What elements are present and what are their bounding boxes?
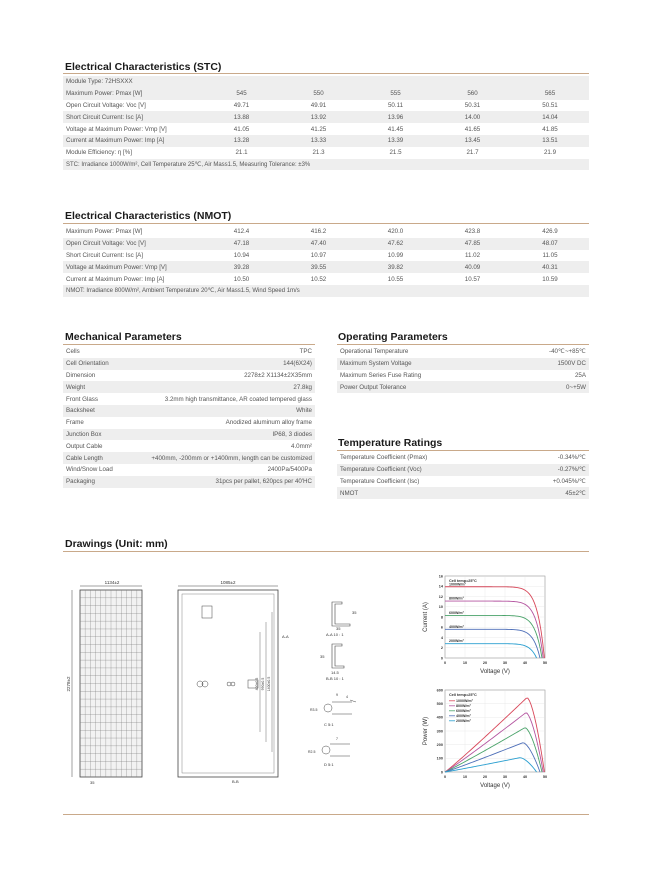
stc-row — [63, 88, 589, 100]
y-axis-label: Current (A) — [423, 602, 429, 632]
nmot-row-value: 412.4 — [203, 226, 280, 238]
mechanical-row-label: Junction Box — [63, 429, 123, 441]
stc-row-value: 13.96 — [357, 111, 434, 123]
nmot-row-value: 39.28 — [203, 261, 280, 273]
pv-curve-chart — [415, 684, 553, 794]
footer-rule — [63, 814, 589, 815]
nmot-row-label: Current at Maximum Power: Imp [A] — [63, 273, 203, 285]
mechanical-row-label: Output Cable — [63, 440, 123, 452]
mechanical-row-value: 4.0mm² — [123, 440, 315, 452]
temperature-row-label: Temperature Coefficient (Isc) — [337, 476, 487, 488]
y-tick-label: 0 — [440, 656, 443, 661]
temperature-row — [337, 476, 589, 488]
legend-label: 400W/m² — [456, 714, 471, 718]
series-label: 200W/m² — [449, 639, 464, 644]
stc-row-value: 550 — [280, 88, 357, 100]
operating-table — [337, 346, 589, 393]
stc-row-value: 41.05 — [203, 123, 280, 135]
stc-row-value: 13.92 — [280, 111, 357, 123]
mechanical-row-value: 3.2mm high transmittance, AR coated tempered glass — [123, 393, 315, 405]
stc-module-type: Module Type: 72HSXXX — [63, 76, 589, 88]
stc-row-value: 13.88 — [203, 111, 280, 123]
stc-row-value: 41.65 — [434, 123, 511, 135]
nmot-row-label: Voltage at Maximum Power: Vmp [V] — [63, 261, 203, 273]
mechanical-row — [63, 393, 315, 405]
section-c-dim-3: 9 — [336, 693, 338, 697]
nmot-row-value: 47.85 — [434, 238, 511, 250]
stc-row-value: 13.33 — [280, 135, 357, 147]
module-drawings — [60, 572, 405, 787]
front-bottom-label: 35 — [90, 780, 95, 785]
operating-row — [337, 346, 589, 358]
temperature-row — [337, 464, 589, 476]
front-width-label: 1134±2 — [104, 580, 120, 585]
mechanical-table — [63, 346, 315, 488]
section-c-dim-2: 4 — [346, 695, 348, 699]
nmot-row — [63, 238, 589, 250]
operating-row — [337, 381, 589, 393]
y-tick-label: 300 — [436, 729, 443, 734]
section-d-label: D 5:1 — [324, 762, 334, 767]
stc-row — [63, 123, 589, 135]
stc-note-row — [63, 159, 589, 171]
section-d-dim-1: R2.5 — [308, 750, 316, 754]
mechanical-row-label: Front Glass — [63, 393, 123, 405]
mechanical-row-value: 144(6X24) — [123, 358, 315, 370]
stc-table — [63, 76, 589, 170]
stc-row-value: 41.45 — [357, 123, 434, 135]
stc-row-value: 21.3 — [280, 147, 357, 159]
nmot-row-value: 40.31 — [511, 261, 589, 273]
x-tick-label: 20 — [482, 661, 488, 665]
mechanical-row-value: 27.8kg — [123, 381, 315, 393]
section-b-label: B-B 10 : 1 — [326, 676, 344, 681]
operating-row-value: 1500V DC — [487, 358, 589, 370]
back-view — [178, 580, 289, 784]
back-bottom-label: B-B — [232, 779, 239, 784]
back-width-label: 1085±2 — [220, 580, 236, 585]
stc-row-value: 555 — [357, 88, 434, 100]
nmot-row-value: 47.40 — [280, 238, 357, 250]
mechanical-row-label: Cable Length — [63, 452, 123, 464]
stc-row-value: 50.51 — [511, 100, 589, 112]
operating-row-value: 25A — [487, 370, 589, 382]
temperature-title: Temperature Ratings — [338, 437, 443, 449]
y-axis-label: Power (W) — [423, 716, 429, 746]
nmot-row-label: Open Circuit Voltage: Voc [V] — [63, 238, 203, 250]
stc-row-label: Maximum Power: Pmax [W] — [63, 88, 203, 100]
y-tick-label: 0 — [440, 770, 443, 775]
nmot-row-value: 10.50 — [203, 273, 280, 285]
y-tick-label: 2 — [440, 646, 443, 651]
operating-row-value: 0~+5W — [487, 381, 589, 393]
x-tick-label: 0 — [443, 661, 447, 665]
mechanical-row-value: Anodized aluminum alloy frame — [123, 417, 315, 429]
nmot-row-value: 39.55 — [280, 261, 357, 273]
stc-row — [63, 147, 589, 159]
x-tick-label: 20 — [482, 775, 488, 779]
drawings-title: Drawings (Unit: mm) — [65, 538, 168, 550]
mechanical-row-label: Frame — [63, 417, 123, 429]
series-label: 1000W/m² — [449, 582, 466, 587]
temperature-row-label: Temperature Coefficient (Pmax) — [337, 452, 487, 464]
stc-row-value: 21.9 — [511, 147, 589, 159]
y-tick-label: 16 — [438, 574, 443, 579]
stc-title: Electrical Characteristics (STC) — [65, 61, 222, 73]
y-tick-label: 12 — [438, 594, 443, 599]
nmot-row — [63, 226, 589, 238]
mechanical-row-value: 2278±2 X1134±2X35mm — [123, 370, 315, 382]
mechanical-row — [63, 405, 315, 417]
temperature-row-value: -0.34%/℃ — [487, 452, 589, 464]
back-dim-2: 990±0.5 — [261, 677, 265, 691]
x-tick-label: 50 — [542, 661, 548, 665]
mechanical-row — [63, 464, 315, 476]
series-label: 400W/m² — [449, 624, 464, 629]
nmot-rule — [63, 223, 589, 224]
mechanical-row-value: White — [123, 405, 315, 417]
mechanical-row — [63, 452, 315, 464]
stc-row — [63, 111, 589, 123]
mechanical-row — [63, 381, 315, 393]
stc-row-value: 21.1 — [203, 147, 280, 159]
nmot-row-value: 10.59 — [511, 273, 589, 285]
nmot-row-label: Maximum Power: Pmax [W] — [63, 226, 203, 238]
temperature-rule — [337, 450, 589, 451]
mechanical-row-value: +400mm, -200mm or +1400mm, length can be customized — [123, 452, 315, 464]
legend-label: 600W/m² — [456, 709, 471, 713]
temperature-row — [337, 487, 589, 499]
mechanical-row-label: Cell Orientation — [63, 358, 123, 370]
mechanical-row-label: Backsheet — [63, 405, 123, 417]
mechanical-row — [63, 417, 315, 429]
stc-row-value: 560 — [434, 88, 511, 100]
nmot-row-label: Short Circuit Current: Isc [A] — [63, 250, 203, 262]
stc-row-value: 41.85 — [511, 123, 589, 135]
mechanical-row-label: Packaging — [63, 476, 123, 488]
mechanical-row-label: Weight — [63, 381, 123, 393]
stc-row-label: Short Circuit Current: Isc [A] — [63, 111, 203, 123]
y-tick-label: 4 — [440, 635, 443, 640]
x-tick-label: 10 — [462, 661, 468, 665]
mechanical-row-value: IP68, 3 diodes — [123, 429, 315, 441]
nmot-row-value: 47.62 — [357, 238, 434, 250]
section-a-dim-2: 35 — [336, 626, 341, 631]
y-tick-label: 400 — [436, 715, 443, 720]
legend-title: Cell temp=25°C — [449, 579, 477, 583]
mechanical-row-label: Cells — [63, 346, 123, 358]
mechanical-title: Mechanical Parameters — [65, 331, 182, 343]
temperature-row-value: 45±2℃ — [487, 487, 589, 499]
y-tick-label: 6 — [440, 625, 443, 630]
stc-row-label: Open Circuit Voltage: Voc [V] — [63, 100, 203, 112]
legend-title: Cell temp=25°C — [449, 693, 477, 697]
front-view — [66, 580, 142, 785]
section-c-label: C 5:1 — [324, 722, 334, 727]
stc-row-label: Current at Maximum Power: Imp [A] — [63, 135, 203, 147]
mechanical-row — [63, 358, 315, 370]
mechanical-row-value: 2400Pa/5400Pa — [123, 464, 315, 476]
section-a-dim-1: 35 — [352, 610, 357, 615]
x-axis-label: Voltage (V) — [480, 783, 510, 789]
operating-row-label: Operational Temperature — [337, 346, 487, 358]
stc-row-value: 21.7 — [434, 147, 511, 159]
x-tick-label: 40 — [522, 661, 528, 665]
x-tick-label: 30 — [502, 661, 508, 665]
x-tick-label: 10 — [462, 775, 468, 779]
stc-row — [63, 135, 589, 147]
mechanical-row — [63, 440, 315, 452]
nmot-row — [63, 273, 589, 285]
nmot-row-value: 39.82 — [357, 261, 434, 273]
operating-row-label: Maximum System Voltage — [337, 358, 487, 370]
temperature-row-value: -0.27%/℃ — [487, 464, 589, 476]
mechanical-row — [63, 476, 315, 488]
legend-label: 200W/m² — [456, 719, 471, 723]
temperature-row — [337, 452, 589, 464]
operating-row-label: Power Output Tolerance — [337, 381, 487, 393]
operating-row — [337, 370, 589, 382]
x-axis-label: Voltage (V) — [480, 669, 510, 675]
nmot-row-value: 10.57 — [434, 273, 511, 285]
section-b-dim-2: 14.5 — [331, 670, 339, 675]
section-b-dim-1: 35 — [320, 654, 325, 659]
series-label: 800W/m² — [449, 596, 464, 601]
stc-row-value: 565 — [511, 88, 589, 100]
iv-curve-chart — [415, 570, 553, 680]
temperature-table — [337, 452, 589, 499]
section-d-dim-2: 7 — [336, 737, 338, 741]
x-tick-label: 50 — [542, 775, 548, 779]
mechanical-row — [63, 429, 315, 441]
y-tick-label: 10 — [438, 605, 443, 610]
stc-row-value: 13.51 — [511, 135, 589, 147]
stc-row-value: 50.31 — [434, 100, 511, 112]
x-tick-label: 40 — [522, 775, 528, 779]
mechanical-row-label: Wind/Snow Load — [63, 464, 123, 476]
nmot-row-value: 10.94 — [203, 250, 280, 262]
y-tick-label: 600 — [436, 688, 443, 693]
nmot-row-value: 11.05 — [511, 250, 589, 262]
stc-rule — [63, 73, 589, 74]
stc-row-value: 49.71 — [203, 100, 280, 112]
temperature-row-label: NMOT — [337, 487, 487, 499]
stc-row-value: 545 — [203, 88, 280, 100]
operating-row-label: Maximum Series Fuse Rating — [337, 370, 487, 382]
nmot-row-value: 11.02 — [434, 250, 511, 262]
legend-label: 1000W/m² — [456, 699, 473, 703]
nmot-row-value: 47.18 — [203, 238, 280, 250]
y-tick-label: 8 — [440, 615, 443, 620]
nmot-row — [63, 250, 589, 262]
section-details — [308, 602, 357, 767]
series-label: 600W/m² — [449, 610, 464, 615]
nmot-row-value: 420.0 — [357, 226, 434, 238]
nmot-row-value: 426.9 — [511, 226, 589, 238]
nmot-row-value: 40.09 — [434, 261, 511, 273]
nmot-row-value: 10.97 — [280, 250, 357, 262]
operating-row-value: -40℃~+85℃ — [487, 346, 589, 358]
legend-label: 800W/m² — [456, 704, 471, 708]
stc-row-label: Voltage at Maximum Power: Vmp [V] — [63, 123, 203, 135]
stc-row-value: 21.5 — [357, 147, 434, 159]
nmot-row — [63, 261, 589, 273]
stc-row-value: 13.45 — [434, 135, 511, 147]
operating-rule — [337, 344, 589, 345]
operating-title: Operating Parameters — [338, 331, 448, 343]
y-tick-label: 200 — [436, 742, 443, 747]
mechanical-row-label: Dimension — [63, 370, 123, 382]
mechanical-row-value: TPC — [123, 346, 315, 358]
back-dim-3: 1400±0.5 — [267, 676, 271, 692]
stc-row-value: 41.25 — [280, 123, 357, 135]
stc-row-value: 14.04 — [511, 111, 589, 123]
stc-row-value: 49.91 — [280, 100, 357, 112]
temperature-row-label: Temperature Coefficient (Voc) — [337, 464, 487, 476]
y-tick-label: 100 — [436, 756, 443, 761]
x-tick-label: 30 — [502, 775, 508, 779]
mechanical-row-value: 31pcs per pallet, 620pcs per 40'HC — [123, 476, 315, 488]
mechanical-row — [63, 346, 315, 358]
drawings-rule — [63, 551, 589, 552]
stc-row-value: 50.11 — [357, 100, 434, 112]
nmot-row-value: 10.52 — [280, 273, 357, 285]
x-tick-label: 0 — [443, 775, 447, 779]
stc-row-value: 14.00 — [434, 111, 511, 123]
stc-row-value: 13.39 — [357, 135, 434, 147]
stc-row-label: Module Efficiency: η [%] — [63, 147, 203, 159]
y-tick-label: 14 — [438, 584, 443, 589]
front-height-label: 2278±2 — [66, 676, 71, 692]
stc-row-value: 13.28 — [203, 135, 280, 147]
nmot-row-value: 423.8 — [434, 226, 511, 238]
mechanical-rule — [63, 344, 315, 345]
back-section-label: A-A — [282, 634, 289, 639]
nmot-table — [63, 226, 589, 297]
y-tick-label: 500 — [436, 701, 443, 706]
nmot-row-value: 10.55 — [357, 273, 434, 285]
back-dim-1: 400±0.5 — [255, 677, 259, 691]
operating-row — [337, 358, 589, 370]
mechanical-row — [63, 370, 315, 382]
nmot-note-row — [63, 285, 589, 297]
section-a-label: A-A 10 : 1 — [326, 632, 344, 637]
stc-note: STC: Irradiance 1000W/m², Cell Temperature 25℃, Air Mass1.5, Measuring Tolerance: ±3% — [63, 159, 589, 171]
nmot-title: Electrical Characteristics (NMOT) — [65, 210, 232, 222]
nmot-note: NMOT: Irradiance 800W/m², Ambient Temperature 20℃, Air Mass1.5, Wind Speed 1m/s — [63, 285, 589, 297]
stc-row — [63, 100, 589, 112]
section-c-dim-1: R3.5 — [310, 708, 318, 712]
nmot-row-value: 10.99 — [357, 250, 434, 262]
temperature-row-value: +0.045%/℃ — [487, 476, 589, 488]
nmot-row-value: 48.07 — [511, 238, 589, 250]
nmot-row-value: 416.2 — [280, 226, 357, 238]
